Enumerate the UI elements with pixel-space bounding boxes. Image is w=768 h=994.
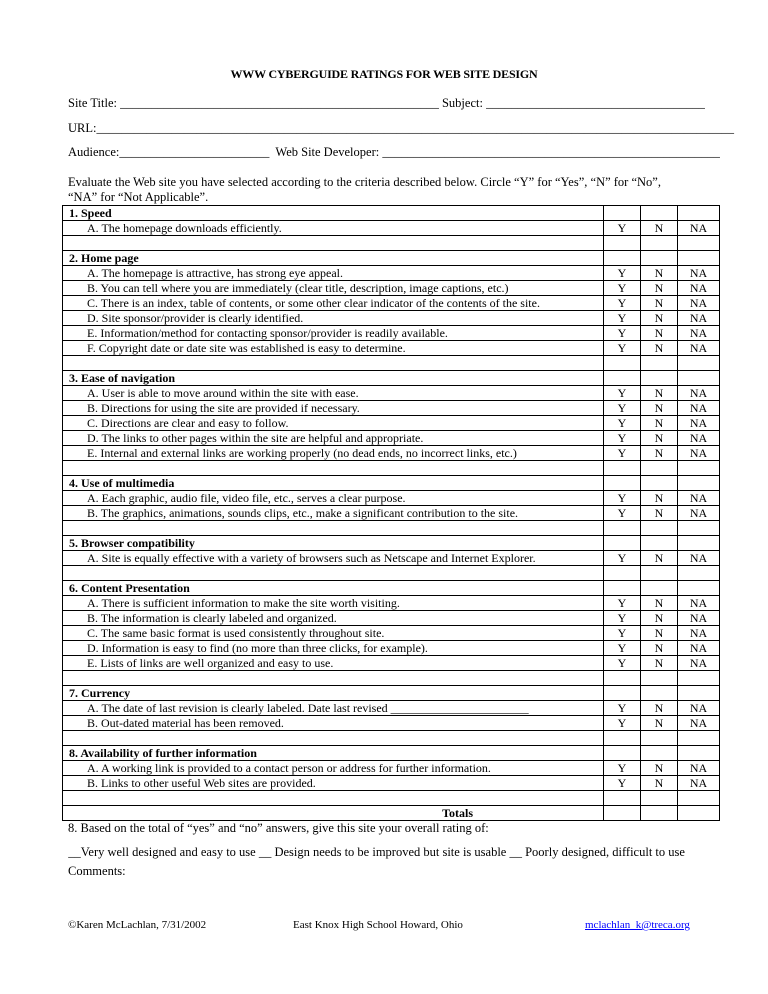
na-choice[interactable]: NA (678, 341, 720, 356)
criterion-text: A. The date of last revision is clearly labeled. Date last revised _______________________ (63, 701, 604, 716)
na-choice[interactable]: NA (678, 611, 720, 626)
no-choice[interactable]: N (641, 341, 678, 356)
empty-cell (63, 356, 604, 371)
empty-cell (641, 371, 678, 386)
empty-cell (678, 206, 720, 221)
section-heading-row (63, 536, 720, 551)
empty-cell (641, 791, 678, 806)
yes-choice[interactable]: Y (604, 761, 641, 776)
criterion-text: B. The graphics, animations, sounds clips, etc., make a significant contribution to the site. (63, 506, 604, 521)
criterion-row (63, 761, 720, 776)
na-choice[interactable]: NA (678, 701, 720, 716)
yes-choice[interactable]: Y (604, 641, 641, 656)
na-total-cell[interactable] (678, 806, 720, 821)
criterion-row (63, 641, 720, 656)
yes-choice[interactable]: Y (604, 386, 641, 401)
criterion-row (63, 626, 720, 641)
criterion-row (63, 386, 720, 401)
yes-choice[interactable]: Y (604, 416, 641, 431)
yes-choice[interactable]: Y (604, 296, 641, 311)
empty-cell (641, 686, 678, 701)
na-choice[interactable]: NA (678, 551, 720, 566)
audience-developer-line: Audience:________________________ Web Site Developer: ______________________________________________________ (68, 145, 720, 159)
empty-cell (63, 791, 604, 806)
yes-choice[interactable]: Y (604, 596, 641, 611)
empty-cell (678, 746, 720, 761)
footer-school: East Knox High School Howard, Ohio (293, 919, 463, 931)
empty-cell (641, 356, 678, 371)
section-heading: 7. Currency (63, 686, 604, 701)
overall-rating-prompt: 8. Based on the total of “yes” and “no” answers, give this site your overall rating of: (68, 821, 489, 835)
yes-choice[interactable]: Y (604, 446, 641, 461)
criterion-text: B. Directions for using the site are provided if necessary. (63, 401, 604, 416)
empty-cell (604, 791, 641, 806)
yes-choice[interactable]: Y (604, 551, 641, 566)
no-choice[interactable]: N (641, 701, 678, 716)
na-choice[interactable]: NA (678, 716, 720, 731)
criterion-text: A. Site is equally effective with a variety of browsers such as Netscape and Internet Explorer. (63, 551, 604, 566)
criterion-text: B. You can tell where you are immediately (clear title, description, image captions, etc.) (63, 281, 604, 296)
yes-choice[interactable]: Y (604, 431, 641, 446)
empty-cell (604, 206, 641, 221)
no-choice[interactable]: N (641, 551, 678, 566)
section-heading: 4. Use of multimedia (63, 476, 604, 491)
section-heading: 3. Ease of navigation (63, 371, 604, 386)
criterion-row (63, 221, 720, 236)
empty-cell (678, 356, 720, 371)
empty-cell (641, 566, 678, 581)
na-choice[interactable]: NA (678, 596, 720, 611)
na-choice[interactable]: NA (678, 296, 720, 311)
yes-choice[interactable]: Y (604, 266, 641, 281)
section-heading-row (63, 476, 720, 491)
no-choice[interactable]: N (641, 416, 678, 431)
na-choice[interactable]: NA (678, 446, 720, 461)
spacer-row (63, 671, 720, 686)
empty-cell (604, 566, 641, 581)
empty-cell (678, 671, 720, 686)
criterion-text: F. Copyright date or date site was established is easy to determine. (63, 341, 604, 356)
yes-choice[interactable]: Y (604, 326, 641, 341)
na-choice[interactable]: NA (678, 761, 720, 776)
section-heading: 1. Speed (63, 206, 604, 221)
spacer-row (63, 791, 720, 806)
yes-choice[interactable]: Y (604, 656, 641, 671)
empty-cell (641, 251, 678, 266)
criterion-row (63, 296, 720, 311)
criterion-text: B. Links to other useful Web sites are provided. (63, 776, 604, 791)
na-choice[interactable]: NA (678, 626, 720, 641)
rating-table (62, 205, 720, 821)
criterion-row (63, 656, 720, 671)
na-choice[interactable]: NA (678, 386, 720, 401)
criterion-row (63, 341, 720, 356)
empty-cell (678, 461, 720, 476)
empty-cell (641, 581, 678, 596)
criterion-row (63, 401, 720, 416)
empty-cell (63, 566, 604, 581)
criterion-text: C. Directions are clear and easy to follow. (63, 416, 604, 431)
criterion-text: D. The links to other pages within the site are helpful and appropriate. (63, 431, 604, 446)
criterion-text: C. There is an index, table of contents, or some other clear indicator of the contents of the site. (63, 296, 604, 311)
instructions: Evaluate the Web site you have selected according to the criteria described below. Circle “Y” for “Yes”, “N” for “No”, “NA” for “Not Applicable”. (68, 175, 661, 204)
section-heading-row (63, 686, 720, 701)
empty-cell (678, 566, 720, 581)
no-choice[interactable]: N (641, 641, 678, 656)
na-choice[interactable]: NA (678, 491, 720, 506)
no-choice[interactable]: N (641, 491, 678, 506)
no-choice[interactable]: N (641, 761, 678, 776)
criterion-text: E. Information/method for contacting sponsor/provider is readily available. (63, 326, 604, 341)
empty-cell (63, 671, 604, 686)
yes-choice[interactable]: Y (604, 341, 641, 356)
yes-choice[interactable]: Y (604, 611, 641, 626)
criterion-row (63, 551, 720, 566)
empty-cell (678, 236, 720, 251)
section-heading: 2. Home page (63, 251, 604, 266)
empty-cell (604, 356, 641, 371)
empty-cell (641, 521, 678, 536)
empty-cell (604, 686, 641, 701)
criterion-row (63, 326, 720, 341)
totals-row (63, 806, 720, 821)
criterion-row (63, 446, 720, 461)
na-choice[interactable]: NA (678, 311, 720, 326)
empty-cell (604, 371, 641, 386)
empty-cell (678, 521, 720, 536)
criterion-row (63, 311, 720, 326)
yes-choice[interactable]: Y (604, 221, 641, 236)
spacer-row (63, 566, 720, 581)
criterion-row (63, 506, 720, 521)
yes-choice[interactable]: Y (604, 401, 641, 416)
yes-choice[interactable]: Y (604, 701, 641, 716)
empty-cell (604, 731, 641, 746)
section-heading-row (63, 581, 720, 596)
criterion-row (63, 611, 720, 626)
na-choice[interactable]: NA (678, 326, 720, 341)
page-title: WWW CYBERGUIDE RATINGS FOR WEB SITE DESIGN (230, 67, 538, 81)
yes-choice[interactable]: Y (604, 281, 641, 296)
empty-cell (604, 536, 641, 551)
criterion-text: A. User is able to move around within the site with ease. (63, 386, 604, 401)
no-choice[interactable]: N (641, 611, 678, 626)
no-choice[interactable]: N (641, 626, 678, 641)
footer-copyright: ©Karen McLachlan, 7/31/2002 (68, 919, 207, 931)
comments-label: Comments: (68, 864, 126, 878)
na-choice[interactable]: NA (678, 776, 720, 791)
empty-cell (604, 461, 641, 476)
empty-cell (678, 476, 720, 491)
spacer-row (63, 356, 720, 371)
criterion-row (63, 266, 720, 281)
criterion-row (63, 431, 720, 446)
empty-cell (641, 236, 678, 251)
no-choice[interactable]: N (641, 266, 678, 281)
criterion-text: A. A working link is provided to a contact person or address for further information. (63, 761, 604, 776)
criterion-text: D. Information is easy to find (no more than three clicks, for example). (63, 641, 604, 656)
criterion-row (63, 776, 720, 791)
yes-choice[interactable]: Y (604, 491, 641, 506)
criterion-text: C. The same basic format is used consistently throughout site. (63, 626, 604, 641)
criterion-text: A. The homepage is attractive, has strong eye appeal. (63, 266, 604, 281)
section-heading-row (63, 206, 720, 221)
empty-cell (63, 731, 604, 746)
empty-cell (604, 746, 641, 761)
no-choice[interactable]: N (641, 446, 678, 461)
empty-cell (641, 536, 678, 551)
section-heading-row (63, 371, 720, 386)
na-choice[interactable]: NA (678, 656, 720, 671)
no-choice[interactable]: N (641, 776, 678, 791)
na-choice[interactable]: NA (678, 221, 720, 236)
criterion-text: B. Out-dated material has been removed. (63, 716, 604, 731)
yes-total-cell[interactable] (604, 806, 641, 821)
section-heading-row (63, 746, 720, 761)
criterion-row (63, 701, 720, 716)
empty-cell (678, 536, 720, 551)
empty-cell (641, 671, 678, 686)
spacer-row (63, 521, 720, 536)
criterion-text: A. The homepage downloads efficiently. (63, 221, 604, 236)
na-choice[interactable]: NA (678, 431, 720, 446)
empty-cell (678, 581, 720, 596)
no-choice[interactable]: N (641, 386, 678, 401)
criterion-text: E. Lists of links are well organized and easy to use. (63, 656, 604, 671)
section-heading-row (63, 251, 720, 266)
empty-cell (678, 791, 720, 806)
no-choice[interactable]: N (641, 431, 678, 446)
section-heading: 5. Browser compatibility (63, 536, 604, 551)
yes-choice[interactable]: Y (604, 716, 641, 731)
criterion-text: A. There is sufficient information to make the site worth visiting. (63, 596, 604, 611)
na-choice[interactable]: NA (678, 266, 720, 281)
url-line: URL:______________________________________________________________________________________________________ (68, 121, 734, 135)
no-choice[interactable]: N (641, 506, 678, 521)
spacer-row (63, 731, 720, 746)
no-choice[interactable]: N (641, 716, 678, 731)
empty-cell (604, 476, 641, 491)
criterion-row (63, 491, 720, 506)
spacer-row (63, 236, 720, 251)
yes-choice[interactable]: Y (604, 626, 641, 641)
na-choice[interactable]: NA (678, 641, 720, 656)
footer-email-link[interactable]: mclachlan_k@treca.org (585, 919, 690, 931)
na-choice[interactable]: NA (678, 416, 720, 431)
empty-cell (641, 731, 678, 746)
criterion-text: D. Site sponsor/provider is clearly identified. (63, 311, 604, 326)
empty-cell (641, 746, 678, 761)
empty-cell (604, 581, 641, 596)
no-choice[interactable]: N (641, 596, 678, 611)
empty-cell (641, 206, 678, 221)
no-choice[interactable]: N (641, 311, 678, 326)
section-heading: 6. Content Presentation (63, 581, 604, 596)
empty-cell (63, 236, 604, 251)
empty-cell (678, 251, 720, 266)
empty-cell (63, 461, 604, 476)
yes-choice[interactable]: Y (604, 776, 641, 791)
criterion-row (63, 281, 720, 296)
no-total-cell[interactable] (641, 806, 678, 821)
empty-cell (678, 686, 720, 701)
empty-cell (641, 476, 678, 491)
yes-choice[interactable]: Y (604, 311, 641, 326)
empty-cell (641, 461, 678, 476)
empty-cell (63, 521, 604, 536)
empty-cell (604, 251, 641, 266)
criterion-row (63, 416, 720, 431)
no-choice[interactable]: N (641, 401, 678, 416)
criterion-row (63, 716, 720, 731)
no-choice[interactable]: N (641, 296, 678, 311)
no-choice[interactable]: N (641, 281, 678, 296)
criterion-text: B. The information is clearly labeled and organized. (63, 611, 604, 626)
criterion-text: A. Each graphic, audio file, video file, etc., serves a clear purpose. (63, 491, 604, 506)
empty-cell (678, 731, 720, 746)
section-heading: 8. Availability of further information (63, 746, 604, 761)
na-choice[interactable]: NA (678, 401, 720, 416)
empty-cell (604, 236, 641, 251)
na-choice[interactable]: NA (678, 506, 720, 521)
criterion-row (63, 596, 720, 611)
no-choice[interactable]: N (641, 221, 678, 236)
yes-choice[interactable]: Y (604, 506, 641, 521)
criterion-text: E. Internal and external links are working properly (no dead ends, no incorrect links, etc.) (63, 446, 604, 461)
totals-label: Totals (63, 806, 604, 821)
no-choice[interactable]: N (641, 326, 678, 341)
empty-cell (604, 521, 641, 536)
site-title-subject-line: Site Title: ___________________________________________________ Subject: ___________________________________ (68, 96, 705, 110)
empty-cell (604, 671, 641, 686)
overall-rating-options: __Very well designed and easy to use __ Design needs to be improved but site is usable __ Poorly designed, difficult to use (62, 845, 685, 859)
no-choice[interactable]: N (641, 656, 678, 671)
empty-cell (678, 371, 720, 386)
spacer-row (63, 461, 720, 476)
na-choice[interactable]: NA (678, 281, 720, 296)
